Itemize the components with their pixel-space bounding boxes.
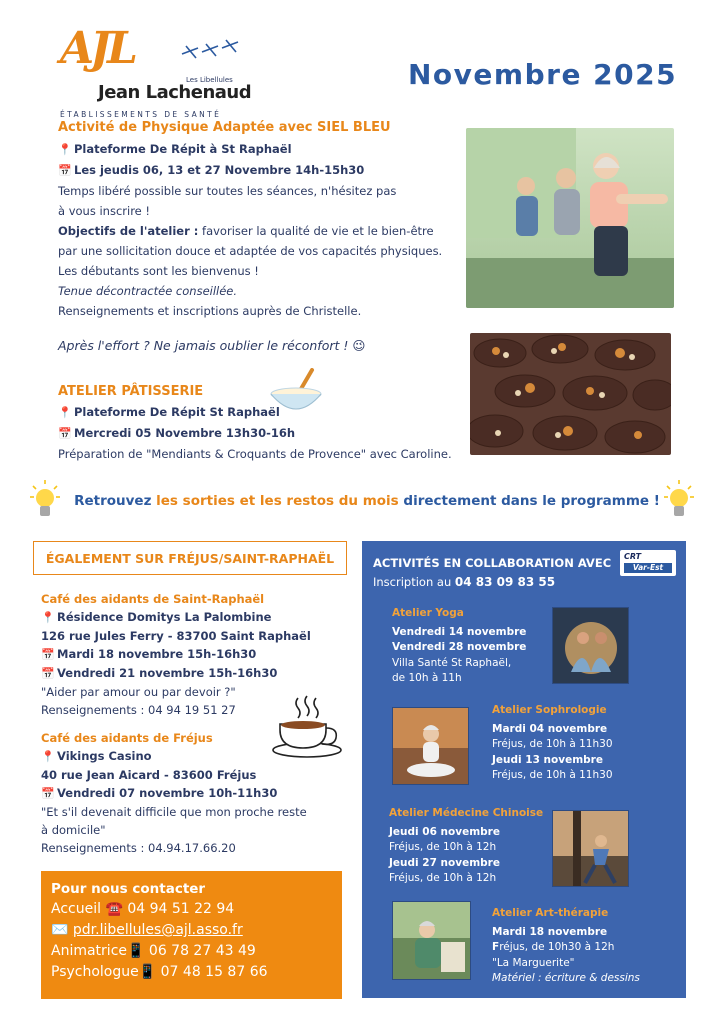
page-title: Novembre 2025: [408, 58, 678, 91]
contact-title: Pour nous contacter: [51, 881, 206, 897]
art-therapie-illustration: [392, 901, 471, 980]
mobile-phone-icon: 📱: [127, 943, 145, 959]
atelier-art-therapie: Atelier Art-thérapie Mardi 18 novembre Fréjus, de 10h30 à 12h "La Marguerite" Matériel : écriture & dessins: [492, 907, 640, 984]
cafe2-title: Café des aidants de Fréjus: [41, 731, 213, 745]
physique-title: Activité de Physique Adaptée avec SIEL BLEU: [58, 120, 391, 135]
physique-line6: Renseignements et inscriptions auprès de Christelle.: [58, 304, 362, 318]
light-bulb-icon: [664, 480, 694, 520]
cafe-frejus: [41, 729, 341, 857]
calendar-icon: 📅: [41, 787, 55, 800]
physique-line1: Temps libéré possible sur toutes les séances, n'hésitez pas: [58, 184, 397, 198]
cafe2-quote2: à domicile": [41, 823, 106, 837]
physique-line3: par une sollicitation douce et adaptée de vos capacités physiques.: [58, 244, 443, 258]
atelier-yoga: Atelier Yoga Vendredi 14 novembre Vendredi 28 novembre Villa Santé St Raphaël, de 10h à 11h: [392, 607, 527, 684]
dragonfly-icon: [176, 36, 246, 72]
objectives-label: Objectifs de l'atelier :: [58, 224, 199, 238]
cafe1-place: Résidence Domitys La Palombine: [57, 610, 272, 624]
logo-name: Jean Lachenaud: [98, 82, 252, 103]
accueil-phone[interactable]: 04 94 51 22 94: [127, 901, 235, 917]
round-pushpin-icon: 📍: [58, 406, 72, 419]
calendar-icon: 📅: [58, 164, 72, 177]
light-bulb-icon: [30, 480, 60, 520]
animatrice-label: Animatrice: [51, 943, 128, 959]
cafe2-info: Renseignements : 04.94.17.66.20: [41, 841, 236, 855]
cafe1-address: 126 rue Jules Ferry - 83700 Saint Raphaël: [41, 629, 311, 643]
crt-var-est-logo: CRT Var-Est: [620, 550, 676, 576]
comfort-line: Après l'effort ? Ne jamais oublier le réconfort ! 😉: [58, 338, 366, 353]
accueil-label: Accueil: [51, 901, 101, 917]
psychologue-label: Psychologue: [51, 964, 139, 980]
cafe2-quote1: "Et s'il devenait difficile que mon proche reste: [41, 805, 307, 819]
round-pushpin-icon: 📍: [41, 750, 55, 763]
round-pushpin-icon: 📍: [41, 611, 55, 624]
sophro-title: Atelier Sophrologie: [492, 704, 607, 716]
patisserie-place: Plateforme De Répit St Raphaël: [74, 405, 280, 419]
physique-line4: Les débutants sont les bienvenus !: [58, 264, 259, 278]
cafe1-info: Renseignements : 04 94 19 51 27: [41, 703, 236, 717]
patisserie-date: Mercredi 05 Novembre 13h30-16h: [74, 426, 296, 440]
logo: [58, 23, 258, 119]
program-banner: [28, 480, 696, 522]
physique-line2: à vous inscrire !: [58, 204, 151, 218]
round-pushpin-icon: 📍: [58, 143, 72, 156]
calendar-icon: 📅: [41, 667, 55, 680]
physique-line5: Tenue décontractée conseillée.: [58, 284, 238, 298]
collab-phone[interactable]: 04 83 09 83 55: [454, 575, 556, 589]
collab-title: ACTIVITÉS EN COLLABORATION AVEC: [373, 556, 612, 570]
yoga-title: Atelier Yoga: [392, 607, 464, 619]
animatrice-phone[interactable]: 06 78 27 43 49: [148, 943, 256, 959]
mendiants-chocolate-photo: [470, 333, 671, 455]
medecine-title: Atelier Médecine Chinoise: [389, 807, 544, 819]
psychologue-phone[interactable]: 07 48 15 87 66: [160, 964, 268, 980]
patisserie-title: ATELIER PÂTISSERIE: [58, 384, 204, 399]
fitness-class-photo: [466, 128, 674, 308]
winking-face-icon: 😉: [352, 338, 366, 353]
logo-small-text: Les Libellules: [186, 76, 233, 84]
yoga-illustration: [552, 607, 629, 684]
calendar-icon: 📅: [41, 648, 55, 661]
email-link[interactable]: pdr.libellules@ajl.asso.fr: [72, 922, 243, 938]
cafe2-place: Vikings Casino: [57, 749, 152, 763]
cafe2-address: 40 rue Jean Aicard - 83600 Fréjus: [41, 768, 257, 782]
contact-box: [41, 871, 342, 999]
cafe1-title: Café des aidants de Saint-Raphaël: [41, 592, 265, 606]
physique-dates: Les jeudis 06, 13 et 27 Novembre 14h-15h30: [74, 163, 365, 177]
mixing-bowl-icon: [268, 368, 324, 416]
collab-inscription: Inscription au 04 83 09 83 55: [373, 575, 556, 589]
frejus-title: ÉGALEMENT SUR FRÉJUS/SAINT-RAPHAËL: [45, 551, 335, 566]
frejus-title-box: [33, 541, 347, 575]
art-title: Atelier Art-thérapie: [492, 907, 609, 919]
patisserie-desc: Préparation de "Mendiants & Croquants de Provence" avec Caroline.: [58, 447, 452, 461]
logo-mark: AJL: [60, 23, 134, 74]
collaboration-panel: [362, 541, 686, 998]
cafe2-date: Vendredi 07 novembre 10h-11h30: [57, 786, 278, 800]
objectives-text: favoriser la qualité de vie et le bien-être: [198, 224, 434, 238]
sophrologie-illustration: [392, 707, 469, 785]
calendar-icon: 📅: [58, 427, 72, 440]
physique-place: Plateforme De Répit à St Raphaël: [74, 142, 292, 156]
mobile-phone-icon: 📱: [138, 964, 157, 980]
telephone-icon: ☎️: [105, 901, 123, 917]
physique-section: [58, 118, 458, 321]
banner-text: Retrouvez les sorties et les restos du mois directement dans le programme !: [74, 493, 660, 509]
atelier-medecine-chinoise: Atelier Médecine Chinoise Jeudi 06 novembre Fréjus, de 10h à 12h Jeudi 27 novembre Fréjus, de 10h à 12h: [389, 807, 544, 884]
envelope-icon: ✉️: [51, 922, 69, 938]
cafe1-date2: Vendredi 21 novembre 15h-16h30: [57, 666, 278, 680]
atelier-sophrologie: Atelier Sophrologie Mardi 04 novembre Fréjus, de 10h à 11h30 Jeudi 13 novembre Fréjus, de 10h à 11h30: [492, 704, 613, 781]
cafe1-date1: Mardi 18 novembre 15h-16h30: [57, 647, 257, 661]
cafe1-quote: "Aider par amour ou par devoir ?": [41, 685, 236, 699]
medecine-chinoise-illustration: [552, 810, 629, 887]
logo-subtitle: ÉTABLISSEMENTS DE SANTÉ: [60, 110, 222, 119]
